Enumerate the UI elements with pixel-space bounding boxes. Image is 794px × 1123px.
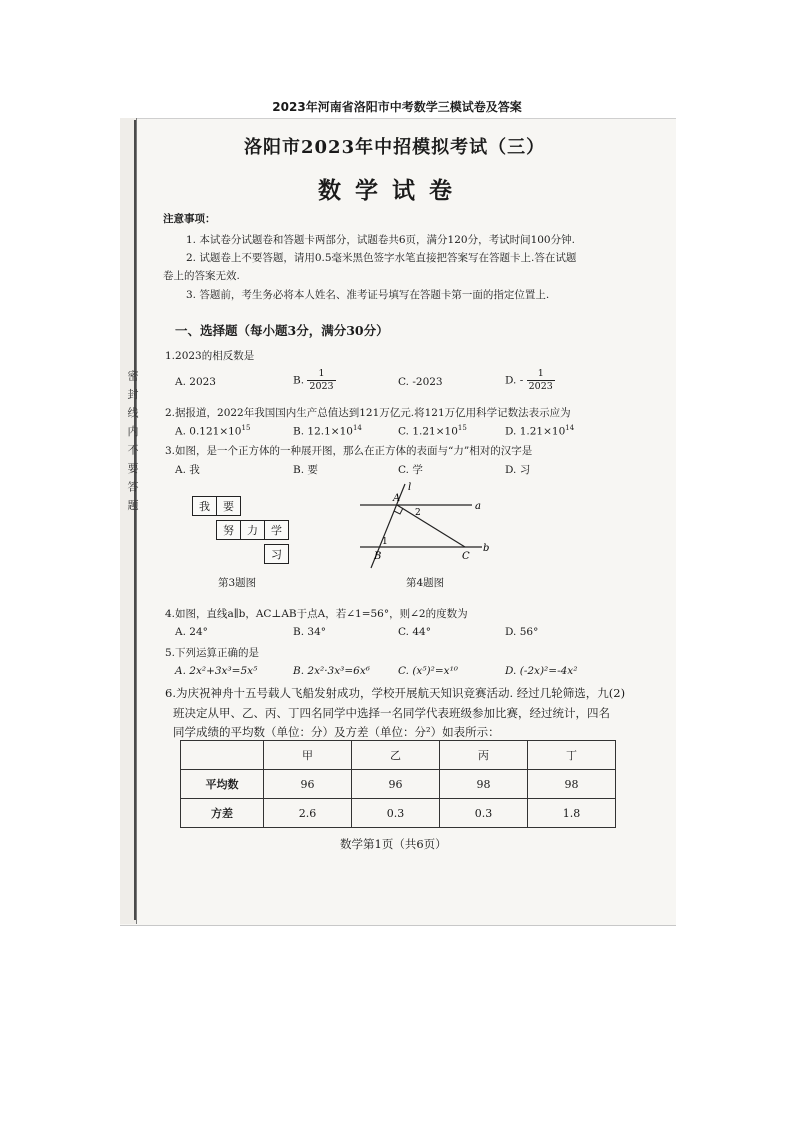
- q1-d-fraction: [527, 368, 555, 393]
- q4-stem: 4.如图，直线a∥b，AC⊥AB于点A，若∠1=56°，则∠2的度数为: [165, 608, 468, 620]
- q1-option-c: C. -2023: [398, 376, 443, 388]
- q3-option-a: A. 我: [175, 464, 200, 476]
- q2-option-c: [398, 424, 467, 438]
- net-cell-wo: 我: [192, 496, 217, 516]
- table-cell: 2.6: [264, 799, 352, 828]
- exam-title: 洛阳市2023年中招模拟考试（三）: [244, 137, 546, 158]
- q1-d-denominator: 2023: [528, 381, 553, 392]
- table-header-cell: 丙: [440, 741, 528, 770]
- q2-c-exp: 15: [457, 424, 467, 432]
- seal-text: 密 封 线 内 不 要 答 题: [126, 370, 139, 513]
- q3-option-b: B. 要: [293, 464, 318, 476]
- q2-a-exp: 15: [241, 424, 251, 432]
- notice-label: 注意事项：: [163, 213, 216, 225]
- q3-figure-caption: 第3题图: [218, 577, 257, 589]
- q5-option-d: D. (-2x)²=-4x²: [505, 665, 578, 677]
- table-cell: 96: [352, 770, 440, 799]
- q2-b-exp: 14: [352, 424, 362, 432]
- notice-2: 2. 试题卷上不要答题，请用0.5毫米黑色签字水笔直接把答案写在答题卡上.答在试题: [186, 252, 577, 264]
- q2-c-base: C. 1.21×10: [398, 425, 458, 438]
- q6-line-3: 同学成绩的平均数（单位：分）及方差（单位：分²）如表所示：: [173, 725, 500, 739]
- q2-option-a: [175, 424, 250, 438]
- q3-option-d: D. 习: [505, 464, 531, 476]
- q5-option-b: B. 2x²·3x³=6x⁶: [293, 665, 370, 677]
- section-heading: 一、选择题（每小题3分，满分30分）: [175, 323, 389, 338]
- table-cell: 98: [528, 770, 616, 799]
- q5-option-a: A. 2x²+3x³=5x⁵: [175, 665, 258, 677]
- q1-d-numerator: 1: [527, 368, 555, 381]
- q1-b-numerator: 1: [307, 368, 335, 381]
- q2-b-base: B. 12.1×10: [293, 425, 353, 438]
- table-cell: 98: [440, 770, 528, 799]
- label-point-c: C: [462, 551, 470, 562]
- net-cell-xi: 习: [264, 544, 289, 564]
- q1-option-a: A. 2023: [175, 376, 216, 388]
- q4-option-a: A. 24°: [175, 626, 208, 638]
- q1-stem: 1.2023的相反数是: [165, 350, 255, 362]
- q5-stem: 5.下列运算正确的是: [165, 647, 260, 659]
- table-cell: 96: [264, 770, 352, 799]
- label-a: a: [475, 501, 481, 512]
- table-header-cell: [181, 741, 264, 770]
- q1-b-denominator: 2023: [309, 381, 334, 392]
- exam-subject: 数学试卷: [318, 177, 466, 204]
- notice-1: 1. 本试卷分试题卷和答题卡两部分，试题卷共6页，满分120分，考试时间100分钟.: [186, 234, 575, 246]
- label-point-b: B: [374, 551, 382, 562]
- q4-option-d: D. 56°: [505, 626, 539, 638]
- q1-d-prefix: D. -: [505, 374, 524, 387]
- score-table: [180, 740, 616, 828]
- q4-option-b: B. 34°: [293, 626, 327, 638]
- table-cell: 平均数: [181, 770, 264, 799]
- label-angle-1: 1: [382, 537, 388, 547]
- label-angle-2: 2: [415, 508, 421, 518]
- q6-line-2: 班决定从甲、乙、丙、丁四名同学中选择一名同学代表班级参加比赛，经过统计，四名: [173, 706, 610, 720]
- q3-option-c: C. 学: [398, 464, 423, 476]
- page-footer: 数学第1页（共6页）: [340, 837, 447, 851]
- q1-b-fraction: [307, 368, 335, 393]
- table-row: [181, 770, 616, 799]
- seal-line: [134, 120, 136, 920]
- q6-line-1: 6.为庆祝神舟十五号载人飞船发射成功，学校开展航天知识竞赛活动. 经过几轮筛选，九(2): [165, 686, 626, 700]
- table-cell: 方差: [181, 799, 264, 828]
- net-cell-li: 力: [240, 520, 265, 540]
- table-header-cell: 乙: [352, 741, 440, 770]
- table-cell: 0.3: [440, 799, 528, 828]
- q2-stem: 2.据报道，2022年我国国内生产总值达到121万亿元.将121万亿用科学记数法表示应为: [165, 407, 571, 419]
- q1-b-prefix: B.: [293, 374, 305, 387]
- label-point-a: A: [393, 493, 401, 504]
- table-header-cell: 甲: [264, 741, 352, 770]
- net-cell-nu: 努: [216, 520, 241, 540]
- label-l: l: [408, 482, 412, 493]
- segment-ac: [397, 505, 465, 547]
- table-cell: 1.8: [528, 799, 616, 828]
- net-cell-xue: 学: [264, 520, 289, 540]
- label-b: b: [483, 543, 490, 554]
- document-title: 2023年河南省洛阳市中考数学三模试卷及答案: [272, 100, 522, 114]
- table-header-cell: 丁: [528, 741, 616, 770]
- q4-figure-caption: 第4题图: [406, 577, 445, 589]
- q1-option-b: [293, 368, 336, 393]
- notice-2-cont: 卷上的答案无效.: [163, 270, 240, 282]
- q3-stem: 3.如图，是一个正方体的一种展开图，那么在正方体的表面与“力”相对的汉字是: [165, 445, 533, 457]
- q2-d-base: D. 1.21×10: [505, 425, 566, 438]
- net-cell-yao: 要: [216, 496, 241, 516]
- table-row: [181, 799, 616, 828]
- q5-option-c: C. (x⁵)²=x¹⁰: [398, 665, 459, 677]
- notice-3: 3. 答题前，考生务必将本人姓名、准考证号填写在答题卡第一面的指定位置上.: [186, 289, 550, 301]
- q1-option-d: [505, 368, 555, 393]
- table-header-row: [181, 741, 616, 770]
- q2-d-exp: 14: [565, 424, 575, 432]
- q2-option-b: [293, 424, 362, 438]
- q4-option-c: C. 44°: [398, 626, 431, 638]
- table-cell: 0.3: [352, 799, 440, 828]
- q2-a-base: A. 0.121×10: [175, 425, 242, 438]
- q4-figure: [350, 480, 500, 570]
- q2-option-d: [505, 424, 574, 438]
